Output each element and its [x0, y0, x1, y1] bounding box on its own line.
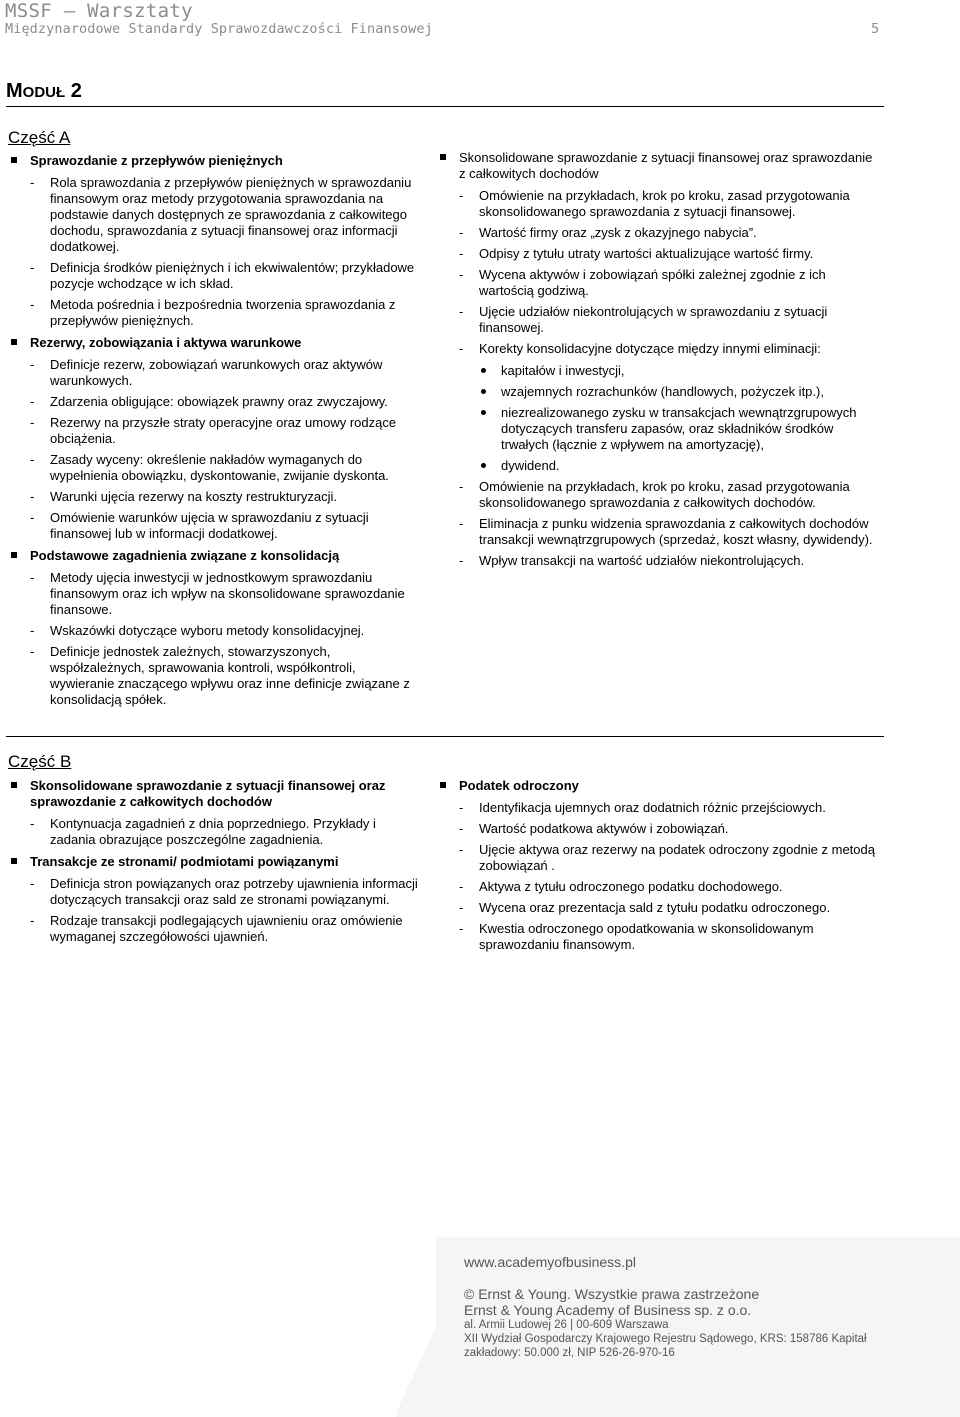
part-b-left-column: [10, 778, 420, 950]
footer-address: al. Armii Ludowej 26 | 00-609 Warszawa: [464, 1319, 669, 1331]
square-bullet-icon: [11, 858, 17, 864]
footer-capital: zakładowy: 50.000 zł, NIP 526-26-970-16: [464, 1347, 675, 1359]
page-subtitle: Międzynarodowe Standardy Sprawozdawczości Finansowej: [5, 21, 433, 37]
list-item: - Wartość firmy oraz „zysk z okazyjnego nabycia”.: [459, 225, 757, 240]
list-item: - Wycena oraz prezentacja sald z tytułu podatku odroczonego.: [459, 900, 831, 915]
footer-url[interactable]: www.academyofbusiness.pl: [464, 1254, 636, 1270]
list-item: - Omówienie warunków ujęcia w sprawozdaniu z sytuacji finansowej lub w informacji dodatkowej.: [30, 510, 369, 541]
list-item: - Eliminacja z punku widzenia sprawozdania z całkowitych dochodów transakcji wewnątrzgrupowych (sprzedaż, koszt własny, dywidendy).: [459, 516, 873, 547]
list-item: - Zasady wyceny: określenie nakładów wymaganych do wypełnienia obowiązku, dyskontowanie, zwijanie dyskonta.: [30, 452, 389, 483]
sub-list-item: niezrealizowanego zysku w transakcjach wewnątrzgrupowych dotyczących transferu zapasów, oraz składników środków trwałych (łącznie z wpływem na amortyzację),: [479, 405, 879, 453]
sub-list-item: wzajemnych rozrachunków (handlowych, pożyczek itp.),: [479, 384, 879, 400]
list-item: - Wpływ transakcji na wartość udziałów niekontrolujących.: [459, 553, 805, 568]
section-title: Podstawowe zagadnienia związane z konsolidacją: [30, 548, 340, 563]
module-title-initial: M: [6, 80, 23, 102]
sub-list-item: kapitałów i inwestycji,: [479, 363, 879, 379]
list-item: - Warunki ujęcia rezerwy na koszty restrukturyzacji.: [30, 489, 338, 504]
section-consolidated-statements: [439, 150, 879, 569]
list-item: - Rezerwy na przyszłe straty operacyjne oraz umowy rodzące obciążenia.: [30, 415, 397, 446]
list-item: - Odpisy z tytułu utraty wartości aktualizujące wartość firmy.: [459, 246, 814, 261]
list-item: - Korekty konsolidacyjne dotyczące między innymi eliminacji: kapitałów i inwestycji, wzajemnych rozrachunków (handlowych, pożyczek itp.), niezrealizowanego zysku w transakcjach wewnątrzgrupowych dotyczących transferu zapasów, oraz składników środków trwałych (łącznie z wpływem na amortyzację), dywidend.: [459, 341, 879, 474]
dot-bullet-icon: [481, 410, 486, 415]
page-title: MSSF – Warsztaty: [5, 0, 193, 22]
list-item: - Metoda pośrednia i bezpośrednia tworzenia sprawozdania z przepływów pieniężnych.: [30, 297, 396, 328]
section-consolidated-continued: [10, 778, 420, 848]
footer-krs: XII Wydział Gospodarczy Krajowego Rejestru Sądowego, KRS: 158786 Kapitał: [464, 1333, 867, 1345]
section-deferred-tax: [439, 778, 879, 953]
list-item: - Kwestia odroczonego opodatkowania w skonsolidowanym sprawozdaniu finansowym.: [459, 921, 814, 952]
sub-list-item: dywidend.: [479, 458, 879, 474]
module-divider: [6, 106, 884, 107]
list-item: - Omówienie na przykładach, krok po kroku, zasad przygotowania skonsolidowanego sprawozdania z sytuacji finansowej.: [459, 188, 850, 219]
section-consolidation-basics: [10, 548, 420, 708]
list-item: - Definicja stron powiązanych oraz potrzeby ujawnienia informacji dotyczących transakcji oraz sald ze stronami powiązanymi.: [30, 876, 418, 907]
section-cash-flow: [10, 153, 420, 329]
dot-bullet-icon: [481, 368, 486, 373]
list-item: - Definicje jednostek zależnych, stowarzyszonych, współzależnych, sprawowania kontroli, współkontroli, wywieranie znaczącego wpływu oraz inne definicje związane z konsolidacją spółek.: [30, 644, 410, 707]
list-item: - Kontynuacja zagadnień z dnia poprzedniego. Przykłady i zadania obrazujące poszczególne zagadnienia.: [30, 816, 376, 847]
section-title: Transakcje ze stronami/ podmiotami powiązanymi: [30, 854, 339, 869]
dot-bullet-icon: [481, 463, 486, 468]
section-title: Rezerwy, zobowiązania i aktywa warunkowe: [30, 335, 302, 350]
square-bullet-icon: [440, 782, 446, 788]
list-item: - Wartość podatkowa aktywów i zobowiązań.: [459, 821, 729, 836]
list-item: - Omówienie na przykładach, krok po kroku, zasad przygotowania skonsolidowanego sprawozdania z całkowitych dochodów.: [459, 479, 850, 510]
part-b-title: Część B: [8, 752, 72, 771]
square-bullet-icon: [11, 157, 17, 163]
section-title: Skonsolidowane sprawozdanie z sytuacji finansowej oraz sprawozdanie z całkowitych dochodów: [459, 150, 873, 181]
list-item: - Rodzaje transakcji podlegających ujawnieniu oraz omówienie wymaganej szczegółowości ujawnień.: [30, 913, 403, 944]
section-title: Skonsolidowane sprawozdanie z sytuacji finansowej oraz sprawozdanie z całkowitych dochodów: [30, 778, 386, 809]
part-a-title: Część A: [8, 128, 71, 147]
part-divider: [6, 736, 884, 737]
list-item: - Definicja środków pieniężnych i ich ekwiwalentów; przykładowe pozycje wchodzące w ich skład.: [30, 260, 415, 291]
square-bullet-icon: [11, 552, 17, 558]
list-item: - Rola sprawozdania z przepływów pieniężnych w sprawozdaniu finansowym oraz metody przygotowania sprawozdania na podstawie danych dostępnych ze sprawozdania z całkowitego dochodu, sprawozdania z sytuacji finansowej oraz informacji dodatkowej.: [30, 175, 412, 254]
module-title-rest: ODUŁ: [22, 84, 66, 101]
dot-bullet-icon: [481, 389, 486, 394]
square-bullet-icon: [440, 154, 446, 160]
list-item: - Identyfikacja ujemnych oraz dodatnich różnic przejściowych.: [459, 800, 826, 815]
list-item: - Definicje rezerw, zobowiązań warunkowych oraz aktywów warunkowych.: [30, 357, 383, 388]
module-title-number: 2: [65, 80, 82, 102]
page-number: 5: [871, 21, 880, 37]
module-title: [6, 80, 82, 103]
footer-company: Ernst & Young Academy of Business sp. z o.o.: [464, 1302, 752, 1318]
part-a-right-column: [439, 150, 879, 574]
list-item: - Metody ujęcia inwestycji w jednostkowym sprawozdaniu finansowym oraz ich wpływ na skonsolidowane sprawozdanie finansowe.: [30, 570, 405, 617]
list-item: - Zdarzenia obligujące: obowiązek prawny oraz zwyczajowy.: [30, 394, 388, 409]
list-item: - Aktywa z tytułu odroczonego podatku dochodowego.: [459, 879, 783, 894]
footer-copyright: © Ernst & Young. Wszystkie prawa zastrzeżone: [464, 1286, 760, 1302]
list-item: - Wycena aktywów i zobowiązań spółki zależnej zgodnie z ich wartością godziwą.: [459, 267, 826, 298]
section-title: Podatek odroczony: [459, 778, 579, 793]
section-title: Sprawozdanie z przepływów pieniężnych: [30, 153, 283, 168]
square-bullet-icon: [11, 339, 17, 345]
list-item: - Wskazówki dotyczące wyboru metody konsolidacyjnej.: [30, 623, 365, 638]
square-bullet-icon: [11, 782, 17, 788]
list-item: - Ujęcie udziałów niekontrolujących w sprawozdaniu z sytuacji finansowej.: [459, 304, 828, 335]
part-a-left-column: [10, 153, 420, 713]
part-b-right-column: [439, 778, 879, 958]
section-related-parties: [10, 854, 420, 945]
list-item: - Ujęcie aktywa oraz rezerwy na podatek odroczony zgodnie z metodą zobowiązań .: [459, 842, 875, 873]
section-provisions: [10, 335, 420, 542]
